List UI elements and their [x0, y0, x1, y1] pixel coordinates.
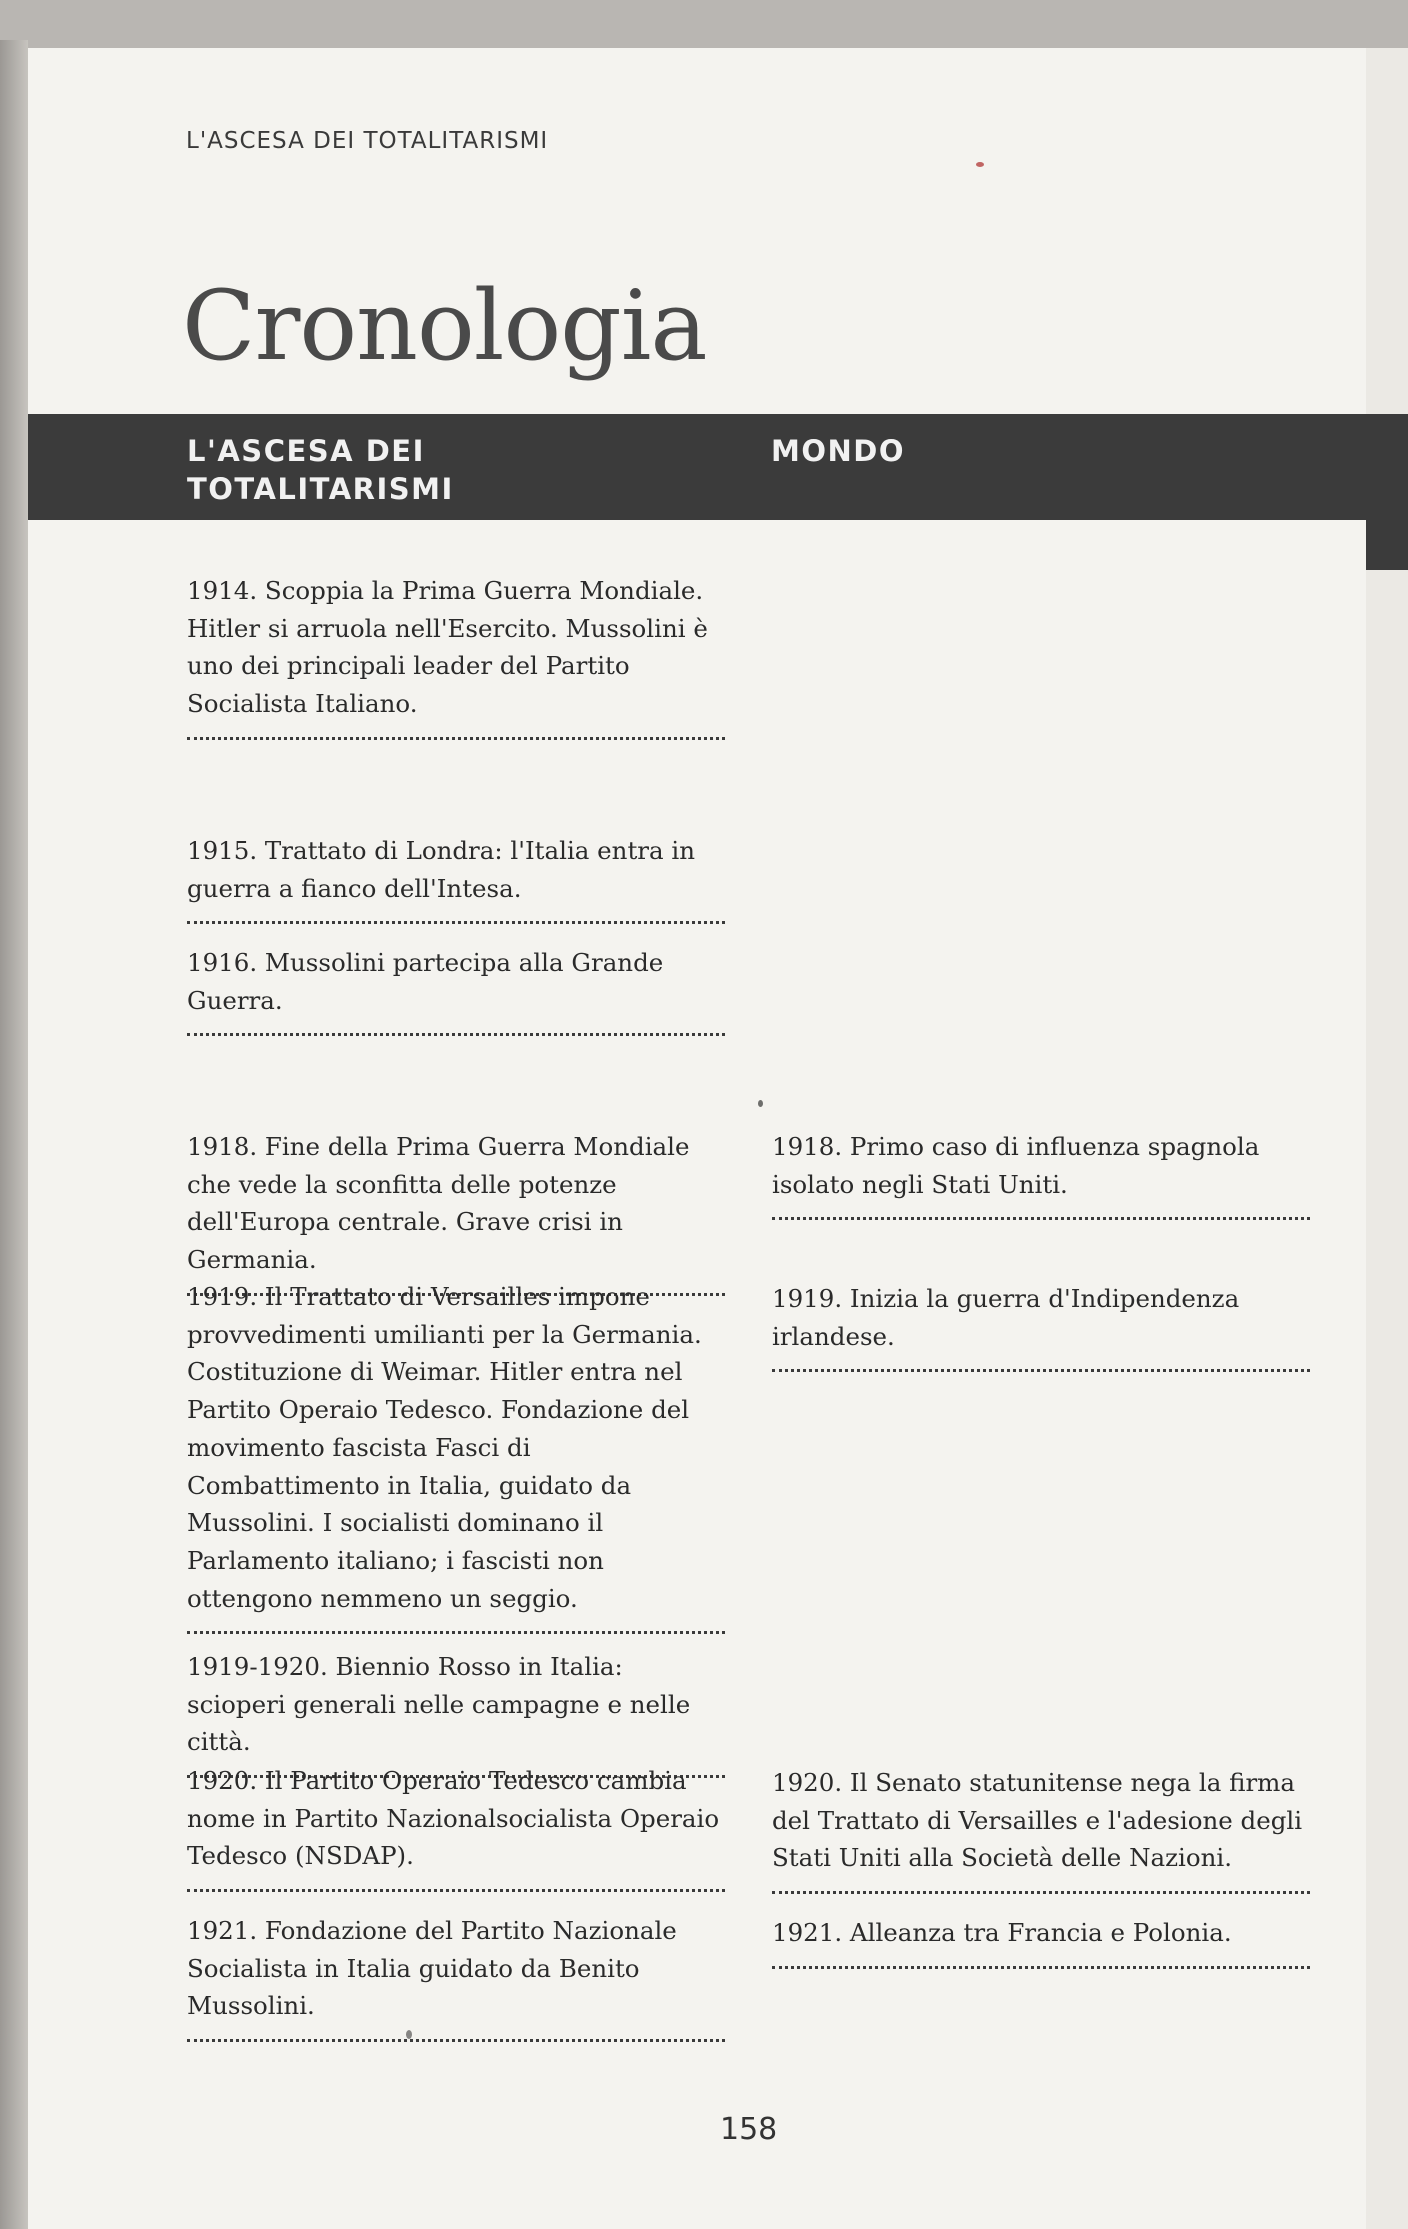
timeline-entry-left: 1920. Il Partito Operaio Tedesco cambia nome in Partito Nazionalsocialista Operaio Tedesco (NSDAP). [187, 1762, 725, 1892]
ink-speck [406, 2030, 412, 2039]
timeline-entry-right: 1919. Inizia la guerra d'Indipendenza irlandese. [772, 1280, 1310, 1372]
page-gutter-shadow [0, 40, 28, 2229]
timeline-entry-left: 1918. Fine della Prima Guerra Mondiale che vede la sconfitta delle potenze dell'Europa centrale. Grave crisi in Germania. [187, 1128, 725, 1296]
timeline-entry-right: 1921. Alleanza tra Francia e Polonia. [772, 1914, 1310, 1969]
column-heading-right: MONDO [771, 434, 906, 468]
facing-page-band [1366, 414, 1408, 570]
facing-page-edge [1366, 48, 1408, 2229]
ink-speck [976, 162, 984, 167]
timeline-entry-left: 1919. Il Trattato di Versailles impone provvedimenti umilianti per la Germania. Costituzione di Weimar. Hitler entra nel Partito Operaio Tedesco. Fondazione del movimento fascista Fasci di Combattimento in Italia, guidato da Mussolini. I socialisti dominano il Parlamento italiano; i fascisti non ottengono nemmeno un seggio. [187, 1278, 725, 1634]
running-head: L'ASCESA DEI TOTALITARISMI [186, 128, 549, 154]
timeline-entry-left: 1919-1920. Biennio Rosso in Italia: scioperi generali nelle campagne e nelle città. [187, 1648, 725, 1778]
page-title: Cronologia [182, 270, 707, 382]
timeline-entry-left: 1914. Scoppia la Prima Guerra Mondiale. Hitler si arruola nell'Esercito. Mussolini è uno dei principali leader del Partito Socialista Italiano. [187, 572, 725, 740]
timeline-entry-right: 1918. Primo caso di influenza spagnola isolato negli Stati Uniti. [772, 1128, 1310, 1220]
ink-speck [758, 1100, 763, 1107]
page-number: 158 [720, 2112, 778, 2147]
timeline-entry-left: 1915. Trattato di Londra: l'Italia entra in guerra a fianco dell'Intesa. [187, 832, 725, 924]
column-heading-left: L'ASCESA DEI TOTALITARISMI [187, 434, 454, 506]
timeline-entry-left: 1916. Mussolini partecipa alla Grande Guerra. [187, 944, 725, 1036]
timeline-entry-left: 1921. Fondazione del Partito Nazionale Socialista in Italia guidato da Benito Mussolini. [187, 1912, 725, 2042]
timeline-entry-right: 1920. Il Senato statunitense nega la firma del Trattato di Versailles e l'adesione degli Stati Uniti alla Società delle Nazioni. [772, 1764, 1310, 1894]
